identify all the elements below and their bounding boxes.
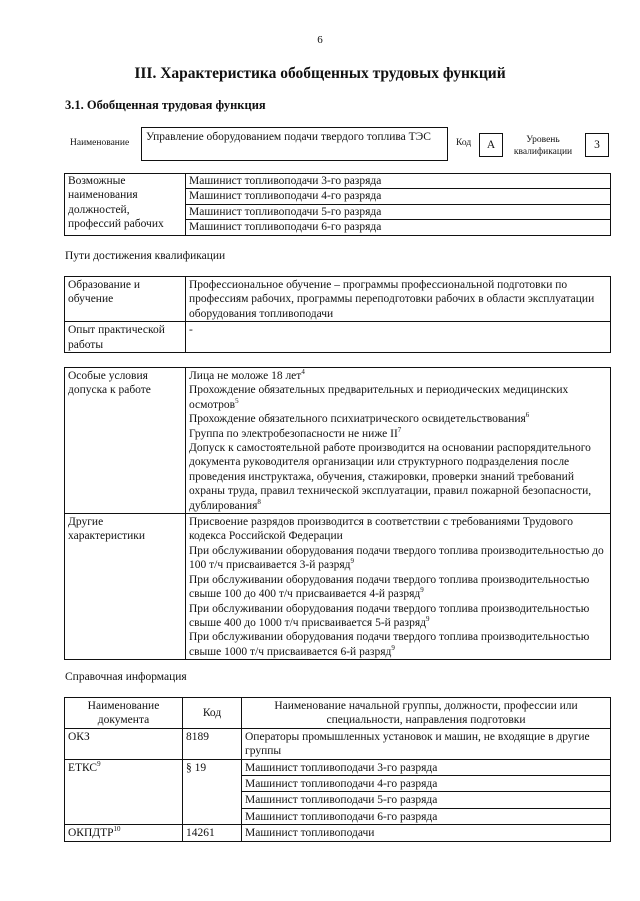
experience-label: Опыт практической работы xyxy=(65,322,186,353)
section-title: III. Характеристика обобщенных трудовых функций xyxy=(134,65,506,82)
etks-name: Машинист топливоподачи 5-го разряда xyxy=(242,792,611,808)
list-item: При обслуживании оборудования подачи твердого топлива производительностью свыше 100 до 400 т/ч присваивается 4-й разряд$^9$ xyxy=(189,573,590,601)
level-label xyxy=(510,134,576,158)
experience-value: - xyxy=(186,322,611,353)
ref-header-name: Наименование начальной группы, должности, профессии или специальности, направления подготовки xyxy=(242,698,611,729)
code-box xyxy=(479,133,503,157)
okz-doc: ОКЗ xyxy=(65,728,183,759)
ref-header-doc: Наименование документа xyxy=(65,698,183,729)
table-row xyxy=(65,759,611,775)
list-item: Машинист топливоподачи 4-го разряда xyxy=(186,189,610,204)
education-label: Образование и обучение xyxy=(65,277,186,322)
reference-table xyxy=(64,697,611,842)
positions-label: Возможные наименования должностей, профессий рабочих xyxy=(65,174,186,236)
level-value: 3 xyxy=(594,139,600,151)
name-label: Наименование xyxy=(70,138,130,148)
table-row xyxy=(65,277,611,322)
table-row xyxy=(65,514,611,660)
okpdtr-name: Машинист топливоподачи xyxy=(242,825,611,841)
special-conditions-cell xyxy=(186,368,611,514)
list-item: Прохождение обязательного психиатрического освидетельствования$^6$ xyxy=(189,411,530,426)
okz-code: 8189 xyxy=(183,728,242,759)
list-item: При обслуживании оборудования подачи твердого топлива производительностью свыше 1000 т/ч присваивается 6-й разряд$^9$ xyxy=(189,631,590,658)
table-row xyxy=(65,728,611,759)
list-item: Машинист топливоподачи 6-го разряда xyxy=(189,221,382,234)
list-item: Допуск к самостоятельной работе производится на основании распорядительного документа руководителя организации или структурного подразделения после проведения инструктажа, обучения, стажировки, проверки знаний требований охраны труда, правил технической эксплуатации, правил пожарной безопасности, дублирования$^8$ xyxy=(189,442,592,512)
list-item: При обслуживании оборудования подачи твердого топлива производительностью свыше 400 до 1000 т/ч присваивается 5-й разряд$^9$ xyxy=(189,602,590,629)
table-row xyxy=(65,825,611,841)
function-name-box xyxy=(141,127,448,161)
list-item: Машинист топливоподачи 3-го разряда xyxy=(186,174,610,189)
etks-code: § 19 xyxy=(183,759,242,825)
conditions-table xyxy=(64,367,611,660)
etks-name: Машинист топливоподачи 6-го разряда xyxy=(242,808,611,824)
etks-name: Машинист топливоподачи 4-го разряда xyxy=(242,776,611,792)
code-value: A xyxy=(486,139,496,151)
positions-table xyxy=(64,173,611,236)
table-row xyxy=(65,368,611,514)
table-row xyxy=(65,322,611,353)
education-table xyxy=(64,276,611,353)
page-number: 6 xyxy=(317,34,323,46)
positions-cell xyxy=(186,174,611,236)
etks-doc: ЕТКС$^9$ xyxy=(65,759,183,825)
list-item: Группа по электробезопасности не ниже $II^7$ xyxy=(189,425,402,440)
table-row xyxy=(65,698,611,729)
paths-title: Пути достижения квалификации xyxy=(65,250,226,262)
function-name-value: Управление оборудованием подачи твердого топлива ТЭС xyxy=(146,131,431,143)
okpdtr-code: 14261 xyxy=(183,825,242,841)
etks-name: Машинист топливоподачи 3-го разряда xyxy=(242,759,611,775)
level-label-line-2: квалификации xyxy=(513,147,573,157)
list-item: Прохождение обязательных предварительных и периодических медицинских осмотров$^5$ xyxy=(189,384,569,411)
subsection-title: 3.1. Обобщенная трудовая функция xyxy=(65,98,266,112)
list-item: Лица не моложе 18 лет$^4$ xyxy=(189,368,305,382)
education-value: Профессиональное обучение – программы профессиональной подготовки по профессиям рабочих, программы переподготовки рабочих в области эксплуатации оборудования топливоподачи xyxy=(186,277,611,322)
ref-header-code: Код xyxy=(183,698,242,729)
list-item: При обслуживании оборудования подачи твердого топлива производительностью до 100 т/ч присваивается 3-й разряд$^9$ xyxy=(189,544,604,572)
table-row xyxy=(65,174,611,236)
reference-title: Справочная информация xyxy=(65,671,187,683)
level-box xyxy=(585,133,609,157)
code-label: Код xyxy=(456,138,472,148)
list-item: Машинист топливоподачи 5-го разряда xyxy=(186,205,610,220)
okpdtr-doc: ОКПДТР$^{10}$ xyxy=(65,825,183,841)
list-item: Присвоение разрядов производится в соответствии с требованиями Трудового кодекса Российской Федерации xyxy=(189,516,573,543)
other-cell xyxy=(186,514,611,660)
okz-name: Операторы промышленных установок и машин, не входящие в другие группы xyxy=(242,728,611,759)
level-label-line-1: Уровень xyxy=(526,135,560,145)
special-conditions-label: Особые условия допуска к работе xyxy=(65,368,186,514)
other-label: Другие характеристики xyxy=(65,514,186,660)
